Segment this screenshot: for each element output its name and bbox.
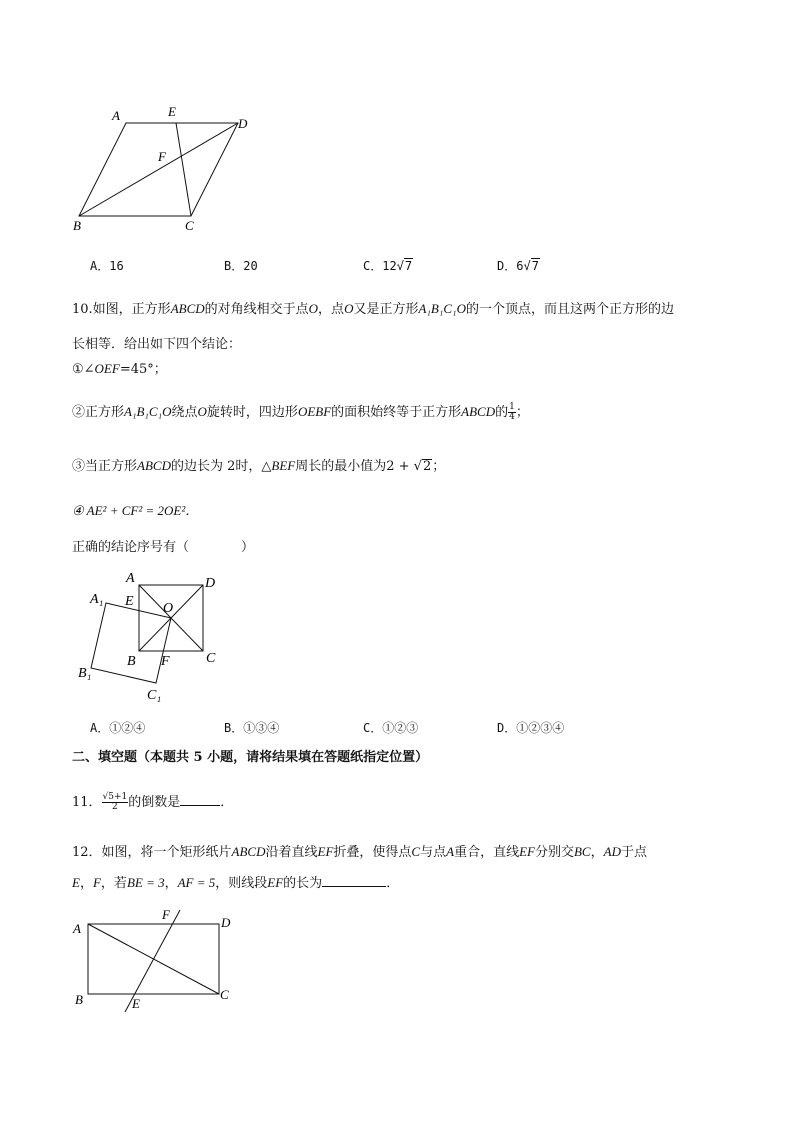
fraction-one-quarter: $\frac{1}{4}$ [509,402,515,422]
label-E: E [125,594,134,609]
label-A: A [112,108,120,123]
q10-option-b: B．①③④ [224,721,280,735]
label-A: A [126,571,135,586]
label-D: D [238,116,248,131]
q10-line1: 10.如图，正方形ABCD的对角线相交于点O，点O又是正方形A₁B₁C₁O的一个顶点，而且这两个正方形的边 [72,301,674,317]
q10-question: 正确的结论序号有（ ） [72,540,255,555]
label-O: O [163,601,174,616]
answer-blank-q12[interactable] [322,874,386,887]
section-2-title: 二、填空题（本题共 5 小题，请将结果填在答题纸指定位置） [72,750,429,765]
label-C: C [185,218,194,233]
label-B: B [73,218,81,233]
label-F: F [161,654,170,669]
label-C1: C₁ [147,688,162,703]
q11: 11． $\frac{√5+1}{2}$ 的倒数是 ． [72,792,234,812]
label-D: D [221,915,231,930]
q10-option-d: D．①②③④ [497,721,565,735]
square-a1b1c1o [91,601,174,683]
label-C: C [220,987,229,1002]
q9-option-a: A．16 [90,259,124,273]
label-B: B [75,992,83,1007]
q9-option-b: B．20 [224,259,258,273]
q10-line2: 长相等．给出如下四个结论： [72,337,242,352]
label-B: B [127,654,136,669]
segment-ec [176,123,191,216]
label-C: C [206,651,216,666]
answer-blank-q11[interactable] [180,793,220,806]
q10-option-c: C．①②③ [363,721,419,735]
figure-q10-squares [70,565,250,710]
figure-q9-parallelogram [60,98,260,238]
label-B1: B₁ [78,666,92,681]
label-A: A [73,921,81,936]
q12-line1: 12．如图，将一个矩形纸片ABCD沿着直线EF折叠，使得点C与点A重合，直线EF分别交BC，AD于点 [72,844,647,860]
q10-conclusion-1: ①∠OEF=45°； [72,361,167,377]
fraction-sqrt5-plus-1-over-2: $\frac{√5+1}{2}$ [102,792,128,812]
q10-conclusion-4: ④ AE² + CF² = 2OE²． [72,503,199,518]
q10-conclusion-3: ③当正方形ABCD的边长为 2时，△BEF周长的最小值为2 + √2； [72,458,446,474]
q10-conclusion-2: ②正方形A₁B₁C₁O绕点O旋转时，四边形OEBF的面积始终等于正方形ABCD的 $\frac{1}{4}$ ； [72,402,529,422]
figure-q12-rectangle [68,905,248,1015]
label-E: E [132,996,140,1011]
q9-option-d: D．6√7 [497,259,539,273]
label-F: F [158,149,166,164]
label-D: D [205,576,216,591]
q9-option-c: C．12√7 [363,259,413,273]
q10-option-a: A．①②④ [90,721,146,735]
label-E: E [168,104,176,119]
q12-line2: E，F，若BE = 3，AF = 5，则线段EF的长为 ． [72,875,400,891]
label-A1: A₁ [90,592,104,607]
label-F: F [162,907,170,922]
